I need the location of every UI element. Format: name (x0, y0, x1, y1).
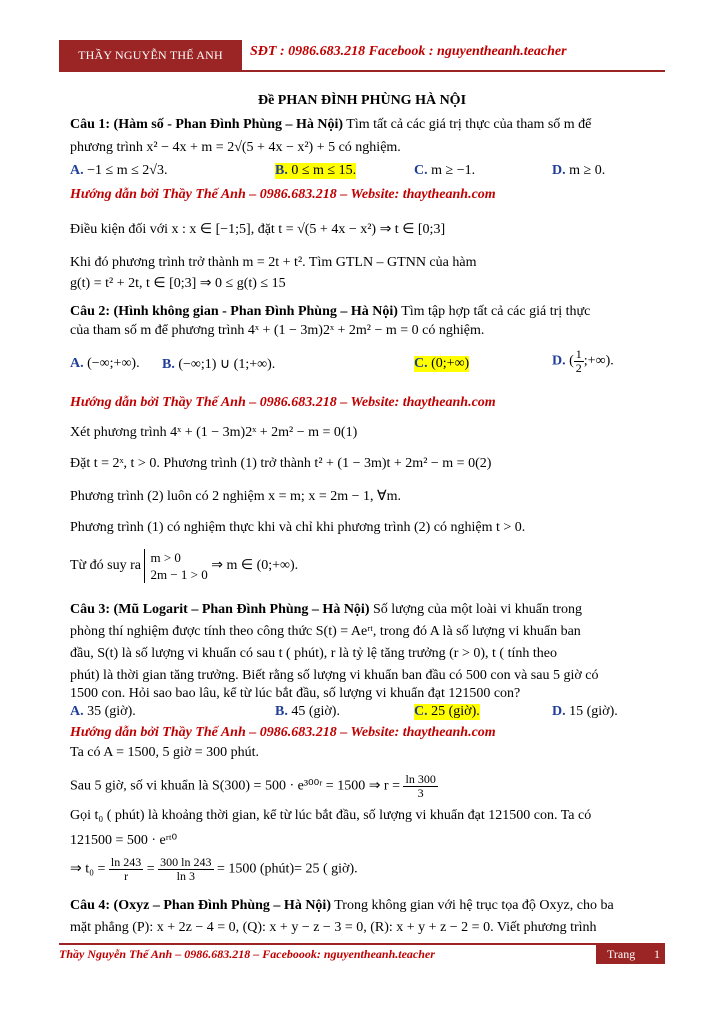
q2-line-1 (70, 304, 590, 320)
q2-option-d-fraction (574, 348, 584, 375)
q3-option-d-value: 15 (giờ). (569, 704, 618, 719)
q2-solution-2: Đặt t = 2ˣ, t > 0. Phương trình (1) trở thành t² + (1 − 3m)t + 2m² − m = 0(2) (70, 456, 492, 471)
q4-text-2: mặt phẳng (P): x + 2z − 4 = 0, (Q): x + y − z − 3 = 0, (R): x + y + z − 2 = 0. Viết phương trình (70, 920, 597, 935)
q3-option-c-value: 25 (giờ). (431, 704, 480, 719)
q2-solution-1: Xét phương trình 4ˣ + (1 − 3m)2ˣ + 2m² − m = 0(1) (70, 425, 358, 440)
q1-option-c (414, 163, 475, 179)
q3-option-a-key: A. (70, 704, 84, 719)
header-author-badge: THẦY NGUYỄN THẾ ANH (59, 40, 242, 70)
q3-text-5: 1500 con. Hỏi sao bao lâu, kể từ lúc bắt đầu, số lượng vi khuẩn đạt 121500 con? (70, 686, 521, 701)
q2-option-b (162, 356, 275, 373)
q3-t0-fraction-1 (109, 856, 143, 883)
q1-option-c-value: m ≥ −1. (431, 163, 476, 178)
q2-option-d: D. ( $\frac{1}{2}$ ;+∞). (552, 347, 614, 375)
q1-solution-2: Khi đó phương trình trở thành m = 2t + t². Tìm GTLN – GTNN của hàm (70, 255, 477, 270)
q1-text-1: Tìm tất cả các giá trị thực của tham số m để (346, 117, 592, 132)
q1-option-d-key: D. (552, 163, 566, 178)
q3-solution-2-text: Sau 5 giờ, số vi khuẩn là S(300) = 500 · e³⁰⁰ʳ = 1500 ⇒ r = (70, 778, 400, 794)
q2-solution-5-suffix: ⇒ m ∈ (0;+∞). (211, 558, 299, 574)
q3-text-1: Số lượng của một loài vi khuẩn trong (372, 602, 583, 617)
q1-option-b-key: B. (275, 163, 288, 178)
q3-solution-4: 121500 = 500 · eʳᵗ⁰ (70, 833, 178, 848)
q1-option-a (70, 163, 167, 179)
q1-guide-heading: Hướng dẫn bởi Thầy Thế Anh – 0986.683.218 – Website: thaytheanh.com (70, 187, 496, 202)
q3-text-4: phút) là thời gian tăng trưởng. Biết rằng số lượng vi khuẩn ban đầu có 500 con và sau 5 giờ có (70, 668, 599, 683)
q2-text-1: Tìm tập hợp tất cả các giá trị thực (401, 304, 591, 319)
q1-solution-1: Điều kiện đối với x : x ∈ [−1;5], đặt t = √(5 + 4x − x²) ⇒ t ∈ [0;3] (70, 222, 446, 237)
q3-option-c (414, 704, 480, 720)
q4-text-1: Trong không gian với hệ trục tọa độ Oxyz, cho ba (334, 898, 614, 913)
footer-divider (59, 943, 665, 945)
q2-system-row-2: 2m − 1 > 0 (150, 567, 208, 582)
q2-inequality-system (144, 549, 207, 583)
q2-solution-5-prefix: Từ đó suy ra (70, 558, 141, 574)
q3-solution-2 (70, 773, 438, 800)
q3-solution-5 (70, 856, 358, 883)
page-title: Đề PHAN ĐÌNH PHÙNG HÀ NỘI (257, 93, 467, 108)
q2-option-c-value: (0;+∞) (431, 356, 470, 371)
footer-page-badge (596, 944, 665, 964)
q2-system-row-1: m > 0 (150, 550, 181, 565)
q3-solution-5-equals: = (146, 861, 155, 877)
q1-solution-3: g(t) = t² + 2t, t ∈ [0;3] ⇒ 0 ≤ g(t) ≤ 15 (70, 276, 286, 291)
footer-page-label: Trang (607, 947, 636, 961)
q3-solution-3: Gọi t₀ ( phút) là khoảng thời gian, kể từ lúc bắt đầu, số lượng vi khuẩn đạt 121500 con. Ta có (70, 808, 592, 823)
q2-option-d-value: ;+∞). (583, 353, 614, 369)
footer-page-number: 1 (654, 947, 660, 961)
header-contact: SĐT : 0986.683.218 Facebook : nguyentheanh.teacher (250, 44, 567, 59)
q3-solution-1: Ta có A = 1500, 5 giờ = 300 phút. (70, 745, 260, 760)
q4-line-1 (70, 898, 614, 914)
q3-guide-heading: Hướng dẫn bởi Thầy Thế Anh – 0986.683.218 – Website: thaytheanh.com (70, 725, 496, 740)
q2-option-a-value: (−∞;+∞). (87, 356, 140, 371)
q2-option-d-numerator: 1 (575, 347, 582, 361)
q2-option-a-key: A. (70, 356, 84, 371)
q3-t0-denominator-2: ln 3 (176, 869, 195, 883)
q3-option-b-value: 45 (giờ). (291, 704, 340, 719)
q3-text-2: phòng thí nghiệm được tính theo công thức S(t) = Aeʳᵗ, trong đó A là số lượng vi khuẩn ban (70, 624, 581, 639)
q1-option-a-value: −1 ≤ m ≤ 2√3. (87, 163, 168, 178)
q3-t0-fraction-2 (158, 856, 213, 883)
q3-r-denominator: 3 (417, 786, 424, 800)
q2-option-c-key: C. (414, 356, 428, 371)
q1-text-2: phương trình x² − 4x + m = 2√(5 + 4x − x²) + 5 có nghiệm. (70, 140, 401, 155)
q2-solution-3: Phương trình (2) luôn có 2 nghiệm x = m; x = 2m − 1, ∀m. (70, 489, 401, 504)
q3-t0-denominator-1: r (124, 869, 129, 883)
header-divider (59, 70, 665, 72)
q1-option-d-value: m ≥ 0. (569, 163, 606, 178)
q3-solution-5-suffix: = 1500 (phút)= 25 ( giờ). (217, 861, 358, 877)
q3-line-1 (70, 602, 582, 618)
q3-r-fraction (403, 773, 437, 800)
q3-t0-numerator-1: ln 243 (110, 855, 142, 869)
q3-r-numerator: ln 300 (405, 772, 436, 786)
q3-option-a (70, 704, 136, 720)
q4-label: Câu 4: (Oxyz – Phan Đình Phùng – Hà Nội) (70, 898, 331, 913)
q2-option-d-denominator: 2 (575, 361, 582, 375)
q2-option-a (70, 356, 140, 372)
q2-solution-5 (70, 549, 298, 583)
q3-option-c-key: C. (414, 704, 428, 719)
footer-text: Thầy Nguyễn Thế Anh – 0986.683.218 – Faceboook: nguyentheanh.teacher (59, 947, 435, 961)
q1-option-b-value: 0 ≤ m ≤ 15. (291, 163, 357, 178)
q2-label: Câu 2: (Hình không gian - Phan Đình Phùng – Hà Nội) (70, 304, 398, 319)
q1-option-a-key: A. (70, 163, 84, 178)
q1-option-d (552, 163, 605, 179)
q2-option-c (414, 356, 469, 372)
q1-line-1 (70, 117, 591, 133)
q2-solution-4: Phương trình (1) có nghiệm thực khi và chỉ khi phương trình (2) có nghiệm t > 0. (70, 520, 526, 535)
q3-t0-numerator-2: 300 ln 243 (160, 855, 212, 869)
q3-option-a-value: 35 (giờ). (87, 704, 136, 719)
q3-option-d (552, 704, 618, 720)
q2-text-2: của tham số m để phương trình 4ˣ + (1 − 3m)2ˣ + 2m² − m = 0 có nghiệm. (70, 323, 485, 338)
q3-option-d-key: D. (552, 704, 566, 719)
q1-label: Câu 1: (Hàm số - Phan Đình Phùng – Hà Nội) (70, 117, 344, 132)
q3-option-b-key: B. (275, 704, 288, 719)
q2-option-d-key: D. (552, 353, 566, 369)
q1-option-c-key: C. (414, 163, 428, 178)
q3-solution-5-prefix: ⇒ t₀ = (70, 861, 106, 877)
q3-label: Câu 3: (Mũ Logarit – Phan Đình Phùng – Hà Nội) (70, 602, 370, 617)
q2-guide-heading: Hướng dẫn bởi Thầy Thế Anh – 0986.683.218 – Website: thaytheanh.com (70, 395, 496, 410)
q2-option-b-key: B. (162, 357, 175, 372)
q2-option-b-value: (−∞;1) ∪ (1;+∞). (178, 357, 276, 372)
q3-text-3: đầu, S(t) là số lượng vi khuẩn có sau t ( phút), r là tỷ lệ tăng trưởng (r > 0), t ( tính theo (70, 646, 557, 661)
q3-option-b (275, 704, 340, 720)
q1-option-b (275, 163, 356, 179)
